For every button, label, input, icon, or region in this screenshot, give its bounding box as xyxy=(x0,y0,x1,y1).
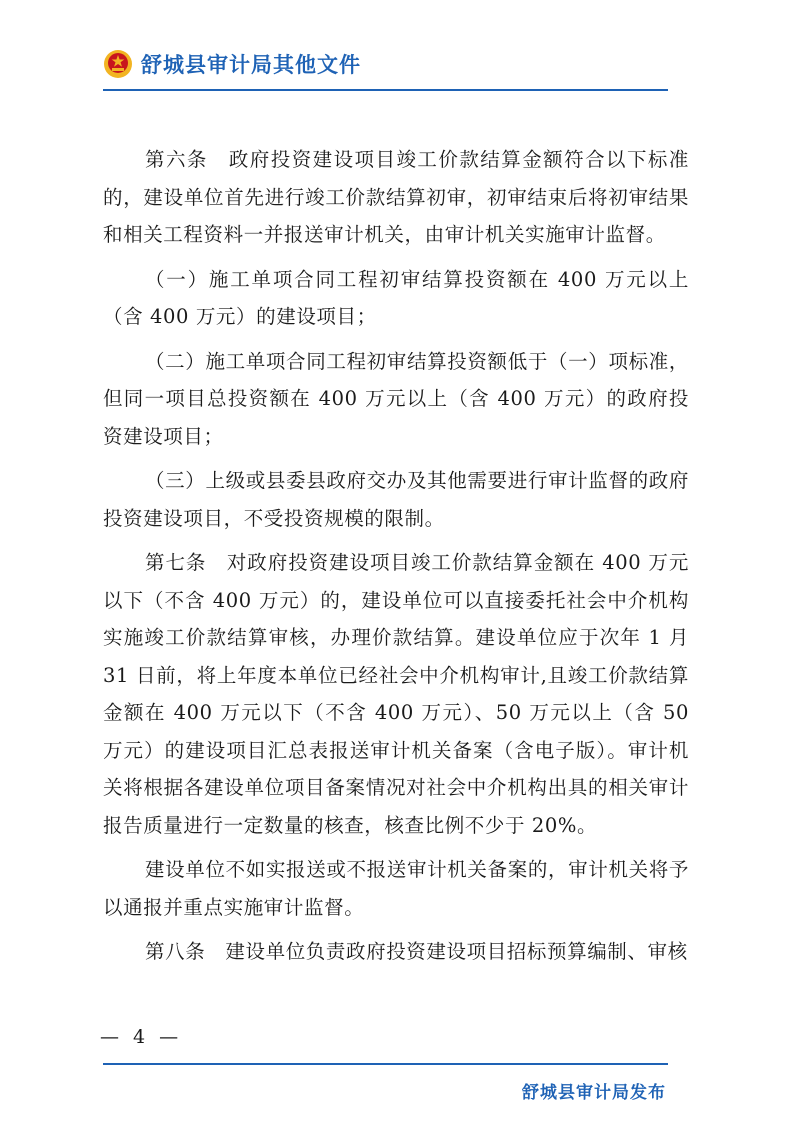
paragraph-item-2: （二）施工单项合同工程初审结算投资额低于（一）项标准，但同一项目总投资额在 400 万元以上（含 400 万元）的政府投资建设项目； xyxy=(103,349,689,448)
page-header xyxy=(103,44,361,84)
footer-divider xyxy=(103,1063,668,1065)
header-title: 舒城县审计局其他文件 xyxy=(141,53,361,77)
paragraph-article-7-note: 建设单位不如实报送或不报送审计机关备案的，审计机关将予以通报并重点实施审计监督。 xyxy=(103,858,689,919)
header-divider xyxy=(103,89,668,91)
national-emblem-icon xyxy=(103,49,133,79)
page-number: — 4 — xyxy=(100,1026,183,1048)
paragraph-article-8: 第八条 建设单位负责政府投资建设项目招标预算编制、审核 xyxy=(145,940,688,963)
paragraph-article-7: 第七条 对政府投资建设项目竣工价款结算金额在 400 万元以下（不含 400 万元）的，建设单位可以直接委托社会中介机构实施竣工价款结算审核，办理价款结算。建设单位应于次年 1 月 31 日前，将上年度本单位已经社会中介机构审计,且竣工价款结算金额在 400 万元以下（不含 400 万元）、50 万元以上（含 50 万元）的建设项目汇总表报送审计机关备案（含电子版）。审计机关将根据各建设单位项目备案情况对社会中介机构出具的相关审计报告质量进行一定数量的核查，核查比例不少于 20%。 xyxy=(103,551,689,837)
document-body xyxy=(103,141,689,971)
paragraph-item-1: （一）施工单项合同工程初审结算投资额在 400 万元以上（含 400 万元）的建设项目； xyxy=(103,267,689,328)
footer-publisher: 舒城县审计局发布 xyxy=(522,1083,666,1103)
paragraph-article-6: 第六条 政府投资建设项目竣工价款结算金额符合以下标准的，建设单位首先进行竣工价款结算初审，初审结束后将初审结果和相关工程资料一并报送审计机关，由审计机关实施审计监督。 xyxy=(103,148,689,246)
paragraph-item-3: （三）上级或县委县政府交办及其他需要进行审计监督的政府投资建设项目，不受投资规模的限制。 xyxy=(103,469,689,530)
